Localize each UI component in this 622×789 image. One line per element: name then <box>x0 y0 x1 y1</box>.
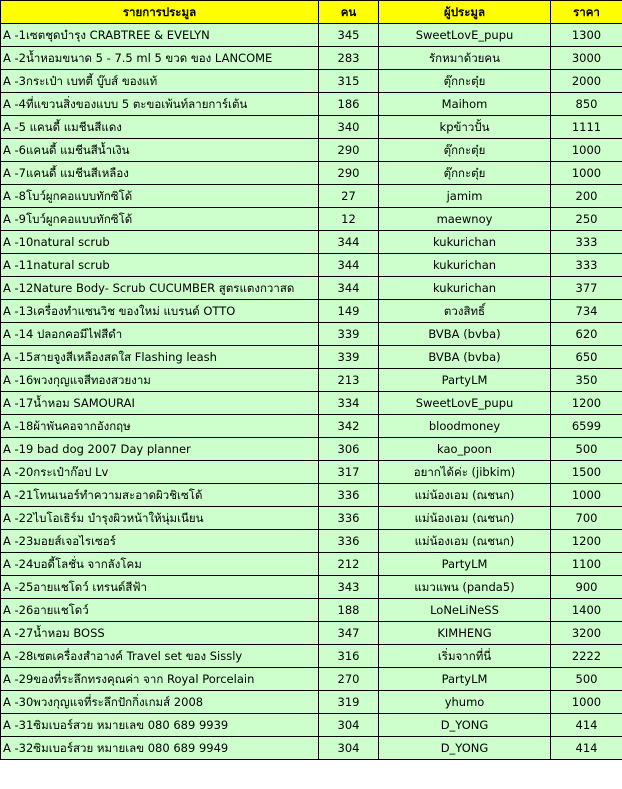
cell-bidder[interactable]: D_YONG <box>379 737 551 760</box>
cell-item[interactable]: A -10natural scrub <box>1 231 319 254</box>
table-row <box>1 47 622 70</box>
cell-count[interactable]: 344 <box>319 231 379 254</box>
table-row <box>1 484 622 507</box>
table-row <box>1 553 622 576</box>
cell-count[interactable]: 188 <box>319 599 379 622</box>
table-row <box>1 392 622 415</box>
cell-count[interactable]: 27 <box>319 185 379 208</box>
table-row <box>1 438 622 461</box>
cell-bidder[interactable]: อยากได้ค่ะ (jibkim) <box>379 461 551 484</box>
cell-item[interactable]: A -29ของที่ระลึกทรงคุณค่า จาก Royal Porcelain <box>1 668 319 691</box>
cell-bidder[interactable]: D_YONG <box>379 714 551 737</box>
cell-price[interactable]: 620 <box>551 323 622 346</box>
cell-bidder[interactable]: เริ่มจากที่นี่ <box>379 645 551 668</box>
cell-bidder[interactable]: kukurichan <box>379 254 551 277</box>
cell-bidder[interactable]: แมวแพน (panda5) <box>379 576 551 599</box>
cell-price[interactable]: 350 <box>551 369 622 392</box>
table-row <box>1 323 622 346</box>
cell-bidder[interactable]: LoNeLiNeSS <box>379 599 551 622</box>
table-row <box>1 714 622 737</box>
cell-bidder[interactable]: BVBA (bvba) <box>379 346 551 369</box>
cell-price[interactable]: 3000 <box>551 47 622 70</box>
cell-bidder[interactable]: PartyLM <box>379 553 551 576</box>
cell-price[interactable]: 650 <box>551 346 622 369</box>
cell-bidder[interactable]: maewnoy <box>379 208 551 231</box>
cell-price[interactable]: 850 <box>551 93 622 116</box>
cell-count[interactable]: 340 <box>319 116 379 139</box>
table-row <box>1 208 622 231</box>
header-row <box>1 1 622 24</box>
cell-count[interactable]: 342 <box>319 415 379 438</box>
cell-bidder[interactable]: KIMHENG <box>379 622 551 645</box>
table-row <box>1 461 622 484</box>
cell-count[interactable]: 270 <box>319 668 379 691</box>
cell-price[interactable]: 333 <box>551 254 622 277</box>
cell-item[interactable]: A -2น้ำหอมขนาด 5 - 7.5 ml 5 ขวด ของ LANCOME <box>1 47 319 70</box>
cell-count[interactable]: 213 <box>319 369 379 392</box>
cell-price[interactable]: 1100 <box>551 553 622 576</box>
table-row <box>1 70 622 93</box>
cell-count[interactable]: 344 <box>319 254 379 277</box>
cell-count[interactable]: 339 <box>319 346 379 369</box>
cell-count[interactable]: 290 <box>319 139 379 162</box>
cell-item[interactable]: A -25อายแชโดว์ เทรนด์สีฟ้า <box>1 576 319 599</box>
cell-price[interactable]: 1500 <box>551 461 622 484</box>
cell-price[interactable]: 6599 <box>551 415 622 438</box>
cell-bidder[interactable]: รักหมาด้วยคน <box>379 47 551 70</box>
cell-bidder[interactable]: ตุ๊กกะตุ๋ย <box>379 139 551 162</box>
cell-item[interactable]: A -32ซิมเบอร์สวย หมายเลข 080 689 9949 <box>1 737 319 760</box>
table-row <box>1 185 622 208</box>
header-count[interactable]: คน <box>319 1 379 24</box>
cell-bidder[interactable]: kpข้าวปั้น <box>379 116 551 139</box>
cell-bidder[interactable]: Maihom <box>379 93 551 116</box>
cell-price[interactable]: 1111 <box>551 116 622 139</box>
cell-bidder[interactable]: ตวงสิทธิ์ <box>379 300 551 323</box>
cell-bidder[interactable]: yhumo <box>379 691 551 714</box>
cell-price[interactable]: 414 <box>551 737 622 760</box>
cell-count[interactable]: 149 <box>319 300 379 323</box>
cell-item[interactable]: A -17น้ำหอม SAMOURAI <box>1 392 319 415</box>
cell-count[interactable]: 317 <box>319 461 379 484</box>
cell-item[interactable]: A -21โทนเนอร์ทำความสะอาดผิวชิเซโด้ <box>1 484 319 507</box>
cell-item[interactable]: A -22ไบโอเธิร์ม บำรุงผิวหน้าให้นุ่มเนียน <box>1 507 319 530</box>
cell-item[interactable]: A -6แคนดี้ แมชีนสีน้ำเงิน <box>1 139 319 162</box>
cell-count[interactable]: 343 <box>319 576 379 599</box>
table-row <box>1 162 622 185</box>
cell-item[interactable]: A -23มอยส์เจอไรเซอร์ <box>1 530 319 553</box>
cell-item[interactable]: A -15สายจูงสีเหลืองสดใส Flashing leash <box>1 346 319 369</box>
cell-bidder[interactable]: kukurichan <box>379 277 551 300</box>
cell-item[interactable]: A -18ผ้าพันคอจากอังกฤษ <box>1 415 319 438</box>
cell-bidder[interactable]: jamim <box>379 185 551 208</box>
table-row <box>1 277 622 300</box>
cell-price[interactable]: 1300 <box>551 24 622 47</box>
cell-item[interactable]: A -20กระเป๋าก๊อป Lv <box>1 461 319 484</box>
cell-item[interactable]: A -28เซตเครื่องสำอางค์ Travel set ของ Sissly <box>1 645 319 668</box>
cell-count[interactable]: 304 <box>319 737 379 760</box>
cell-count[interactable]: 347 <box>319 622 379 645</box>
cell-count[interactable]: 212 <box>319 553 379 576</box>
table-row <box>1 507 622 530</box>
cell-price[interactable]: 1000 <box>551 162 622 185</box>
cell-item[interactable]: A -24บอดี้โลชั่น จากลังโคม <box>1 553 319 576</box>
table-row <box>1 622 622 645</box>
cell-item[interactable]: A -30พวงกุญแจที่ระลึกปักกิ่งเกมส์ 2008 <box>1 691 319 714</box>
cell-price[interactable]: 734 <box>551 300 622 323</box>
cell-bidder[interactable]: BVBA (bvba) <box>379 323 551 346</box>
cell-item[interactable]: A -13เครื่องทำแซนวิช ของใหม่ แบรนด์ OTTO <box>1 300 319 323</box>
table-row <box>1 116 622 139</box>
cell-price[interactable]: 377 <box>551 277 622 300</box>
cell-item[interactable]: A -26อายแชโดว์ <box>1 599 319 622</box>
cell-count[interactable]: 304 <box>319 714 379 737</box>
cell-item[interactable]: A -31ซิมเบอร์สวย หมายเลข 080 689 9939 <box>1 714 319 737</box>
table-row <box>1 346 622 369</box>
cell-item[interactable]: A -8โบว์ผูกคอแบบทักซิโด้ <box>1 185 319 208</box>
cell-bidder[interactable]: แม่น้องเอม (ณชนก) <box>379 530 551 553</box>
cell-item[interactable]: A -9โบว์ผูกคอแบบทักซิโด้ <box>1 208 319 231</box>
header-bidder[interactable]: ผู้ประมูล <box>379 1 551 24</box>
cell-price[interactable]: 1000 <box>551 484 622 507</box>
cell-price[interactable]: 250 <box>551 208 622 231</box>
cell-bidder[interactable]: kukurichan <box>379 231 551 254</box>
cell-bidder[interactable]: SweetLovE_pupu <box>379 392 551 415</box>
cell-count[interactable]: 336 <box>319 530 379 553</box>
cell-bidder[interactable]: SweetLovE_pupu <box>379 24 551 47</box>
table-row <box>1 369 622 392</box>
cell-price[interactable]: 700 <box>551 507 622 530</box>
cell-count[interactable]: 186 <box>319 93 379 116</box>
table-row <box>1 24 622 47</box>
cell-price[interactable]: 2000 <box>551 70 622 93</box>
cell-bidder[interactable]: ตุ๊กกะตุ๋ย <box>379 162 551 185</box>
cell-price[interactable]: 500 <box>551 668 622 691</box>
cell-price[interactable]: 1000 <box>551 691 622 714</box>
header-price[interactable]: ราคา <box>551 1 622 24</box>
cell-item[interactable]: A -19 bad dog 2007 Day planner <box>1 438 319 461</box>
cell-count[interactable]: 306 <box>319 438 379 461</box>
cell-item[interactable]: A -11natural scrub <box>1 254 319 277</box>
table-row <box>1 530 622 553</box>
cell-count[interactable]: 345 <box>319 24 379 47</box>
table-row <box>1 254 622 277</box>
cell-count[interactable]: 334 <box>319 392 379 415</box>
cell-price[interactable]: 1200 <box>551 530 622 553</box>
table-row <box>1 645 622 668</box>
cell-price[interactable]: 2222 <box>551 645 622 668</box>
cell-bidder[interactable]: แม่น้องเอม (ณชนก) <box>379 484 551 507</box>
cell-count[interactable]: 344 <box>319 277 379 300</box>
cell-item[interactable]: A -7แคนดี้ แมชีนสีเหลือง <box>1 162 319 185</box>
cell-count[interactable]: 336 <box>319 507 379 530</box>
cell-count[interactable]: 283 <box>319 47 379 70</box>
cell-price[interactable]: 414 <box>551 714 622 737</box>
cell-price[interactable]: 900 <box>551 576 622 599</box>
cell-price[interactable]: 500 <box>551 438 622 461</box>
cell-item[interactable]: A -5 แคนดี้ แมชีนสีแดง <box>1 116 319 139</box>
table-row <box>1 139 622 162</box>
cell-count[interactable]: 315 <box>319 70 379 93</box>
cell-count[interactable]: 12 <box>319 208 379 231</box>
cell-count[interactable]: 339 <box>319 323 379 346</box>
cell-item[interactable]: A -12Nature Body- Scrub CUCUMBER สูตรแตงกวาสด <box>1 277 319 300</box>
table-row <box>1 93 622 116</box>
header-item[interactable]: รายการประมูล <box>1 1 319 24</box>
table-body <box>1 24 622 760</box>
table-row <box>1 599 622 622</box>
cell-price[interactable]: 1400 <box>551 599 622 622</box>
table-row <box>1 231 622 254</box>
cell-count[interactable]: 336 <box>319 484 379 507</box>
cell-item[interactable]: A -14 ปลอกคอมีไฟสีดำ <box>1 323 319 346</box>
cell-price[interactable]: 3200 <box>551 622 622 645</box>
cell-bidder[interactable]: kao_poon <box>379 438 551 461</box>
cell-bidder[interactable]: PartyLM <box>379 369 551 392</box>
cell-item[interactable]: A -4ที่แขวนสิ่งของแบบ 5 ตะขอเพ้นท์ลายการ์เต้น <box>1 93 319 116</box>
cell-count[interactable]: 319 <box>319 691 379 714</box>
cell-bidder[interactable]: PartyLM <box>379 668 551 691</box>
cell-item[interactable]: A -1เซตชุดบำรุง CRABTREE & EVELYN <box>1 24 319 47</box>
cell-count[interactable]: 290 <box>319 162 379 185</box>
cell-item[interactable]: A -3กระเป๋า เบทตี้ บู๊บส์ ของแท้ <box>1 70 319 93</box>
table-row <box>1 668 622 691</box>
cell-bidder[interactable]: bloodmoney <box>379 415 551 438</box>
cell-price[interactable]: 200 <box>551 185 622 208</box>
cell-item[interactable]: A -27น้ำหอม BOSS <box>1 622 319 645</box>
table-row <box>1 737 622 760</box>
cell-price[interactable]: 1200 <box>551 392 622 415</box>
table-row <box>1 415 622 438</box>
table-row <box>1 576 622 599</box>
cell-count[interactable]: 316 <box>319 645 379 668</box>
cell-price[interactable]: 1000 <box>551 139 622 162</box>
cell-item[interactable]: A -16พวงกุญแจสีทองสวยงาม <box>1 369 319 392</box>
cell-bidder[interactable]: ตุ๊กกะตุ๋ย <box>379 70 551 93</box>
table-row <box>1 300 622 323</box>
table-row <box>1 691 622 714</box>
cell-bidder[interactable]: แม่น้องเอม (ณชนก) <box>379 507 551 530</box>
cell-price[interactable]: 333 <box>551 231 622 254</box>
